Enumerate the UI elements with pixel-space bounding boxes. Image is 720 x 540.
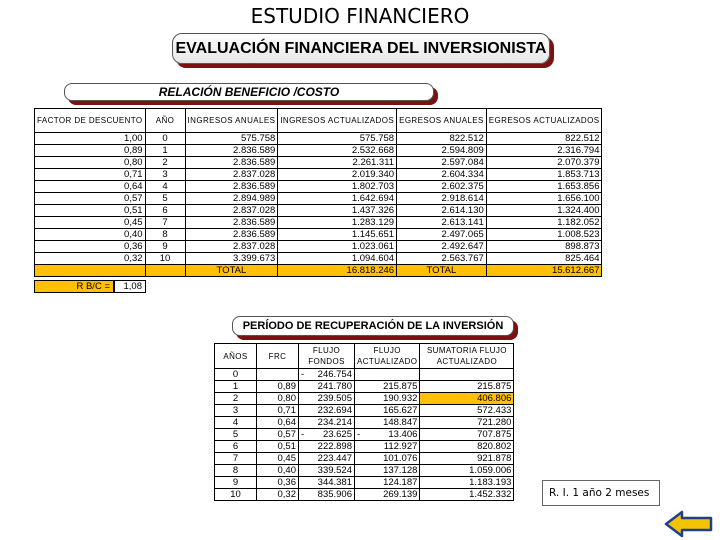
column-header: FLUJO ACTUALIZADO: [355, 344, 420, 369]
table-cell: 0,32: [35, 253, 146, 265]
table-cell: 2.837.028: [185, 205, 278, 217]
table-row: [35, 217, 602, 229]
negative-sign: -: [301, 429, 305, 440]
total-value: 15.612.667: [486, 265, 602, 277]
table-cell: 1.324.400: [486, 205, 602, 217]
table-cell: 1.182.052: [486, 217, 602, 229]
total-value: 16.818.246: [278, 265, 397, 277]
negative-sign: -: [357, 429, 361, 440]
table-row: [215, 417, 514, 429]
evaluation-banner: EVALUACIÓN FINANCIERA DEL INVERSIONISTA: [172, 33, 550, 64]
flow-cell: [299, 417, 355, 429]
table-row: [215, 477, 514, 489]
year-cell: 9: [215, 477, 257, 489]
cumulative-flow-cell: 406.806: [420, 393, 514, 405]
table-cell: 898.873: [486, 241, 602, 253]
discounted-flow-value: 269.139: [383, 489, 418, 500]
table-cell: 1.656.100: [486, 193, 602, 205]
flow-value: 835.906: [317, 489, 352, 500]
table-cell: 4: [145, 181, 185, 193]
flow-cell: [299, 369, 355, 381]
table-cell: 1.145.651: [278, 229, 397, 241]
table-cell: 1.437.326: [278, 205, 397, 217]
flow-cell: [299, 393, 355, 405]
cumulative-flow-cell: 1.452.332: [420, 489, 514, 501]
rbc-value: 1,08: [114, 280, 146, 293]
table-row: [35, 253, 602, 265]
table-row: [35, 133, 602, 145]
table-cell: 2.836.589: [185, 145, 278, 157]
table-row: [215, 393, 514, 405]
table-cell: [35, 265, 146, 277]
year-cell: 5: [215, 429, 257, 441]
table-row: [215, 429, 514, 441]
flow-cell: [299, 441, 355, 453]
table-cell: 2.602.375: [397, 181, 487, 193]
flow-cell: [299, 405, 355, 417]
table-cell: 822.512: [486, 133, 602, 145]
discounted-flow-value: 190.932: [383, 393, 418, 404]
table-cell: 1.008.523: [486, 229, 602, 241]
flow-cell: [299, 477, 355, 489]
year-cell: 3: [215, 405, 257, 417]
discounted-flow-cell: [355, 465, 420, 477]
frc-cell: 0,89: [257, 381, 299, 393]
discounted-flow-value: 13.406: [388, 429, 418, 440]
column-header: FRC: [257, 344, 299, 369]
table-row: [35, 181, 602, 193]
table-cell: 0,45: [35, 217, 146, 229]
table-cell: 2.614.130: [397, 205, 487, 217]
table-cell: 1.023.061: [278, 241, 397, 253]
table-cell: 0: [145, 133, 185, 145]
cumulative-flow-cell: 921.878: [420, 453, 514, 465]
column-header: FACTOR DE DESCUENTO: [35, 109, 146, 133]
discounted-flow-value: 101.076: [383, 453, 418, 464]
column-header: EGRESOS ACTUALIZADOS: [486, 109, 602, 133]
table-cell: 2.497.065: [397, 229, 487, 241]
flow-value: 339.524: [317, 465, 352, 476]
recovery-period-table: [214, 343, 514, 501]
year-cell: 8: [215, 465, 257, 477]
table-cell: 822.512: [397, 133, 487, 145]
table-cell: 2: [145, 157, 185, 169]
discounted-flow-cell: [355, 393, 420, 405]
flow-value: 246.754: [317, 369, 352, 380]
table-cell: 825.464: [486, 253, 602, 265]
table-row: [35, 157, 602, 169]
total-label: TOTAL: [185, 265, 278, 277]
table-cell: 0,64: [35, 181, 146, 193]
discounted-flow-value: 112.927: [383, 441, 418, 452]
table-cell: 2.836.589: [185, 217, 278, 229]
year-cell: 10: [215, 489, 257, 501]
frc-cell: 0,36: [257, 477, 299, 489]
flow-value: 234.214: [317, 417, 352, 428]
column-header: AÑO: [145, 109, 185, 133]
frc-cell: 0,40: [257, 465, 299, 477]
table-cell: 3: [145, 169, 185, 181]
table-cell: 2.918.614: [397, 193, 487, 205]
flow-value: 232.694: [317, 405, 352, 416]
column-header: AÑOS: [215, 344, 257, 369]
cumulative-flow-cell: 707.875: [420, 429, 514, 441]
table-cell: 1.283.129: [278, 217, 397, 229]
discounted-flow-cell: [355, 429, 420, 441]
frc-cell: [257, 369, 299, 381]
frc-cell: 0,51: [257, 441, 299, 453]
table-cell: 2.019.340: [278, 169, 397, 181]
table-cell: 2.563.767: [397, 253, 487, 265]
table-cell: 7: [145, 217, 185, 229]
table-cell: 2.316.794: [486, 145, 602, 157]
flow-cell: [299, 381, 355, 393]
table-cell: 2.597.084: [397, 157, 487, 169]
flow-value: 23.625: [322, 429, 352, 440]
table-cell: 6: [145, 205, 185, 217]
table-cell: 0,80: [35, 157, 146, 169]
table-row: [35, 205, 602, 217]
table-cell: 0,51: [35, 205, 146, 217]
table-cell: 2.837.028: [185, 169, 278, 181]
table-row: [215, 405, 514, 417]
table-cell: 575.758: [185, 133, 278, 145]
discounted-flow-value: 148.847: [383, 417, 418, 428]
discounted-flow-value: 137.128: [383, 465, 418, 476]
discounted-flow-cell: [355, 477, 420, 489]
cumulative-flow-cell: 820.802: [420, 441, 514, 453]
table-row: [215, 465, 514, 477]
flow-cell: [299, 465, 355, 477]
table-cell: 10: [145, 253, 185, 265]
table-row: [215, 381, 514, 393]
discounted-flow-cell: [355, 405, 420, 417]
table-cell: 3.399.673: [185, 253, 278, 265]
discounted-flow-cell: [355, 489, 420, 501]
cumulative-flow-cell: 215.875: [420, 381, 514, 393]
year-cell: 0: [215, 369, 257, 381]
cumulative-flow-cell: [420, 369, 514, 381]
table-cell: 2.837.028: [185, 241, 278, 253]
table-cell: 2.261.311: [278, 157, 397, 169]
cumulative-flow-cell: 572.433: [420, 405, 514, 417]
table-cell: 0,40: [35, 229, 146, 241]
table-cell: 0,71: [35, 169, 146, 181]
year-cell: 7: [215, 453, 257, 465]
year-cell: 1: [215, 381, 257, 393]
frc-cell: 0,32: [257, 489, 299, 501]
table-cell: 1.094.604: [278, 253, 397, 265]
flow-cell: [299, 489, 355, 501]
table-cell: [145, 265, 185, 277]
table-cell: 2.836.589: [185, 229, 278, 241]
year-cell: 4: [215, 417, 257, 429]
table-cell: 2.070.379: [486, 157, 602, 169]
cumulative-flow-cell: 1.059.006: [420, 465, 514, 477]
frc-cell: 0,45: [257, 453, 299, 465]
table-cell: 2.594.809: [397, 145, 487, 157]
table-cell: 0,36: [35, 241, 146, 253]
frc-cell: 0,71: [257, 405, 299, 417]
column-header: INGRESOS ACTUALIZADOS: [278, 109, 397, 133]
table-cell: 0,89: [35, 145, 146, 157]
year-cell: 2: [215, 393, 257, 405]
table-row: [35, 193, 602, 205]
table-cell: 2.613.141: [397, 217, 487, 229]
discounted-flow-value: 124.187: [383, 477, 418, 488]
discounted-flow-cell: [355, 381, 420, 393]
flow-value: 344.381: [317, 477, 352, 488]
cumulative-flow-cell: 721.280: [420, 417, 514, 429]
table-cell: 2.836.589: [185, 181, 278, 193]
table-cell: 8: [145, 229, 185, 241]
recovery-period-banner: PERÍODO DE RECUPERACIÓN DE LA INVERSIÓN: [232, 316, 514, 336]
flow-value: 223.447: [317, 453, 352, 464]
flow-cell: [299, 429, 355, 441]
cumulative-flow-cell: 1.183.193: [420, 477, 514, 489]
table-cell: 2.836.589: [185, 157, 278, 169]
column-header: EGRESOS ANUALES: [397, 109, 487, 133]
discounted-flow-cell: [355, 441, 420, 453]
discounted-flow-value: 215.875: [383, 381, 418, 392]
table-cell: 1.853.713: [486, 169, 602, 181]
table-row: [35, 169, 602, 181]
frc-cell: 0,57: [257, 429, 299, 441]
frc-cell: 0,80: [257, 393, 299, 405]
table-row: [215, 441, 514, 453]
discounted-flow-value: 165.627: [383, 405, 418, 416]
discounted-flow-cell: [355, 453, 420, 465]
benefit-cost-table: [34, 108, 602, 277]
flow-value: 222.898: [317, 441, 352, 452]
table-row: [35, 229, 602, 241]
table-cell: 2.492.647: [397, 241, 487, 253]
table-cell: 575.758: [278, 133, 397, 145]
total-label: TOTAL: [397, 265, 487, 277]
column-header: INGRESOS ANUALES: [185, 109, 278, 133]
table-cell: 1.642.694: [278, 193, 397, 205]
arrow-left-icon[interactable]: [664, 510, 714, 538]
table-cell: 2.894.989: [185, 193, 278, 205]
page-title: ESTUDIO FINANCIERO: [250, 4, 470, 28]
recovery-result-note: R. I. 1 año 2 meses: [542, 480, 660, 506]
column-header: SUMATORIA FLUJO ACTUALIZADO: [420, 344, 514, 369]
discounted-flow-cell: [355, 369, 420, 381]
table-row: [215, 369, 514, 381]
table-row: [215, 489, 514, 501]
table-row: [35, 241, 602, 253]
table-row: [215, 453, 514, 465]
flow-value: 241.780: [317, 381, 352, 392]
benefit-cost-banner: RELACIÓN BENEFICIO /COSTO: [64, 83, 434, 101]
year-cell: 6: [215, 441, 257, 453]
flow-value: 239.505: [317, 393, 352, 404]
rbc-label: R B/C =: [34, 280, 114, 293]
negative-sign: -: [301, 369, 305, 380]
table-row: [35, 145, 602, 157]
discounted-flow-cell: [355, 417, 420, 429]
flow-cell: [299, 453, 355, 465]
table-cell: 5: [145, 193, 185, 205]
table-cell: 2.532.668: [278, 145, 397, 157]
column-header: FLUJO FONDOS: [299, 344, 355, 369]
frc-cell: 0,64: [257, 417, 299, 429]
table-cell: 1.653.856: [486, 181, 602, 193]
totals-row: [35, 265, 602, 277]
table-cell: 9: [145, 241, 185, 253]
table-cell: 0,57: [35, 193, 146, 205]
table-cell: 2.604.334: [397, 169, 487, 181]
table-cell: 1: [145, 145, 185, 157]
table-cell: 1,00: [35, 133, 146, 145]
table-cell: 1.802.703: [278, 181, 397, 193]
